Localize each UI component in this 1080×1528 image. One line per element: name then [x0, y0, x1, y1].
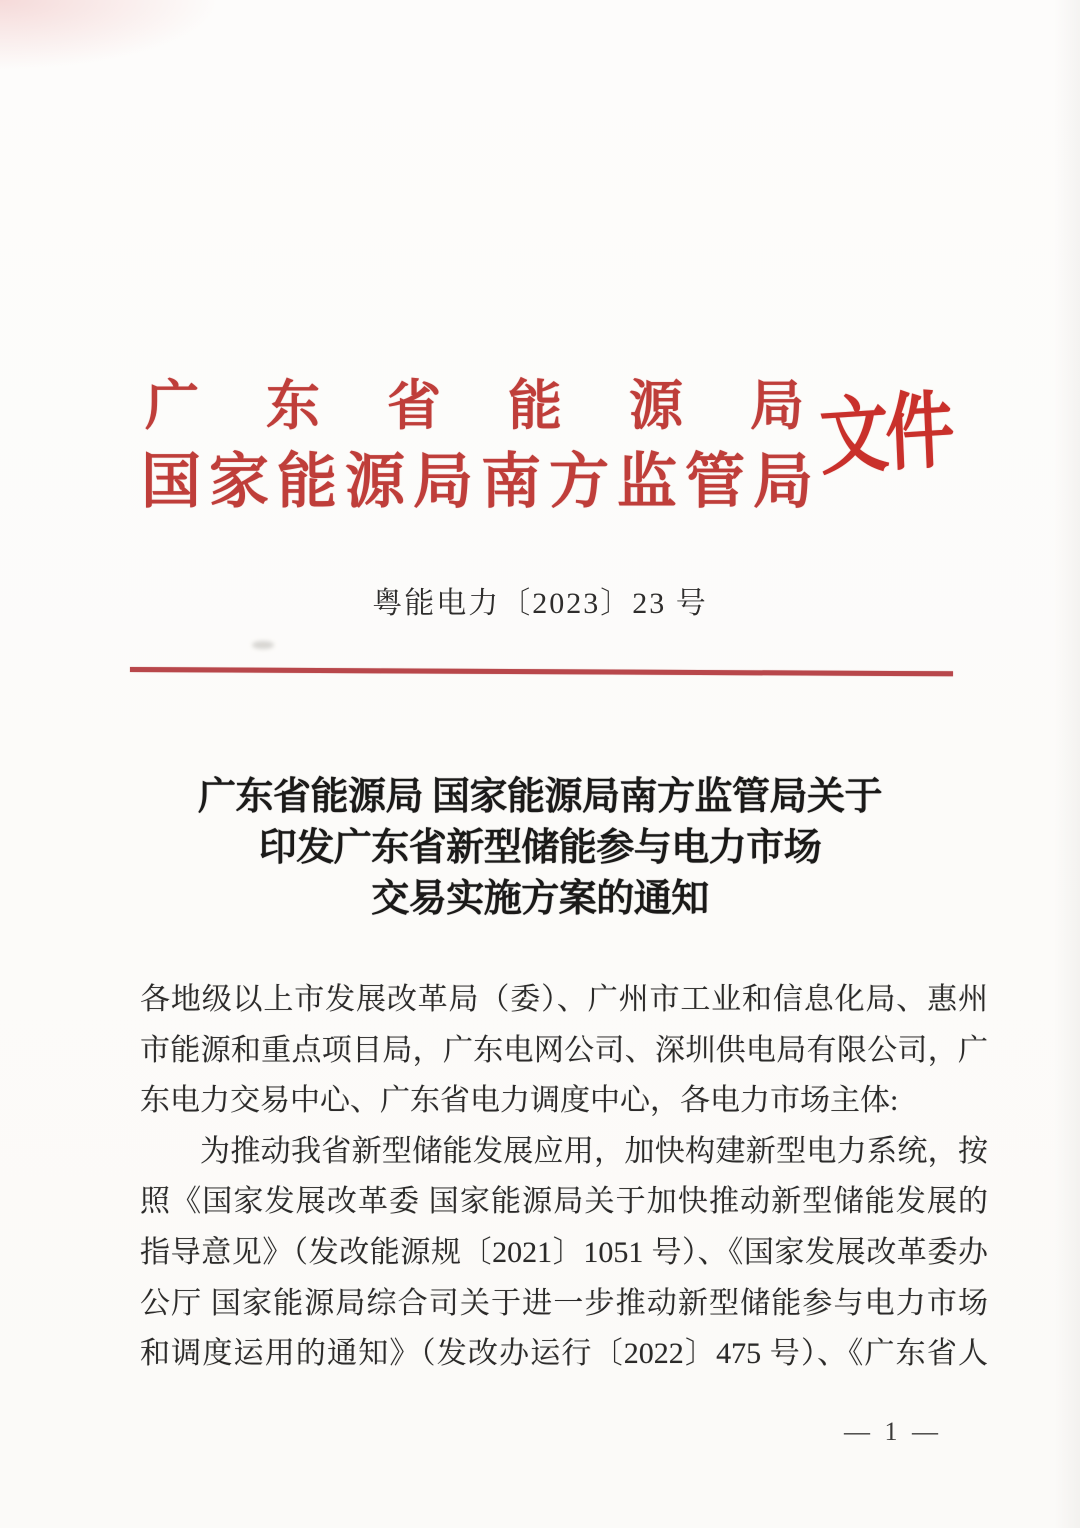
document-body: [140, 975, 988, 1380]
body-line: 和调度运用的通知》（发改办运行〔2022〕475 号）、《广东省人: [140, 1337, 988, 1371]
title-line-3: 交易实施方案的通知: [371, 878, 709, 920]
body-line: 公厅 国家能源局综合司关于进一步推动新型储能参与电力市场: [140, 1286, 988, 1320]
page-number: — 1 —: [844, 1417, 942, 1446]
scan-smudge: [252, 641, 274, 649]
body-line: 为推动我省新型储能发展应用，加快构建新型电力系统，按: [200, 1134, 988, 1168]
body-line: 指导意见》（发改能源规〔2021〕1051 号）、《国家发展改革委办: [140, 1235, 988, 1269]
body-line: 各地级以上市发展改革局（委）、广州市工业和信息化局、惠州: [140, 983, 988, 1016]
body-line: 市能源和重点项目局，广东电网公司、深圳供电局有限公司，广: [140, 1033, 988, 1067]
doc-number: 粤能电力〔2023〕23 号: [372, 587, 708, 620]
document-title: [0, 772, 1080, 925]
body-line: 东电力交易中心、广东省电力调度中心，各电力市场主体:: [140, 1084, 899, 1118]
title-line-1: 广东省能源局 国家能源局南方监管局关于: [197, 776, 882, 818]
title-line-2: 印发广东省新型储能参与电力市场: [258, 827, 822, 869]
red-divider-line: [130, 667, 953, 676]
body-line: 照《国家发展改革委 国家能源局关于加快推动新型储能发展的: [140, 1185, 988, 1219]
scan-corner-tint: [0, 0, 220, 70]
letterhead-doc-type-label: 文件: [817, 384, 954, 486]
letterhead-agency-line2: 国家能源局南方监管局: [141, 449, 821, 515]
letterhead-agency-line1: 广东省能源局: [145, 376, 871, 436]
scan-edge-shade: [1054, 0, 1080, 1528]
